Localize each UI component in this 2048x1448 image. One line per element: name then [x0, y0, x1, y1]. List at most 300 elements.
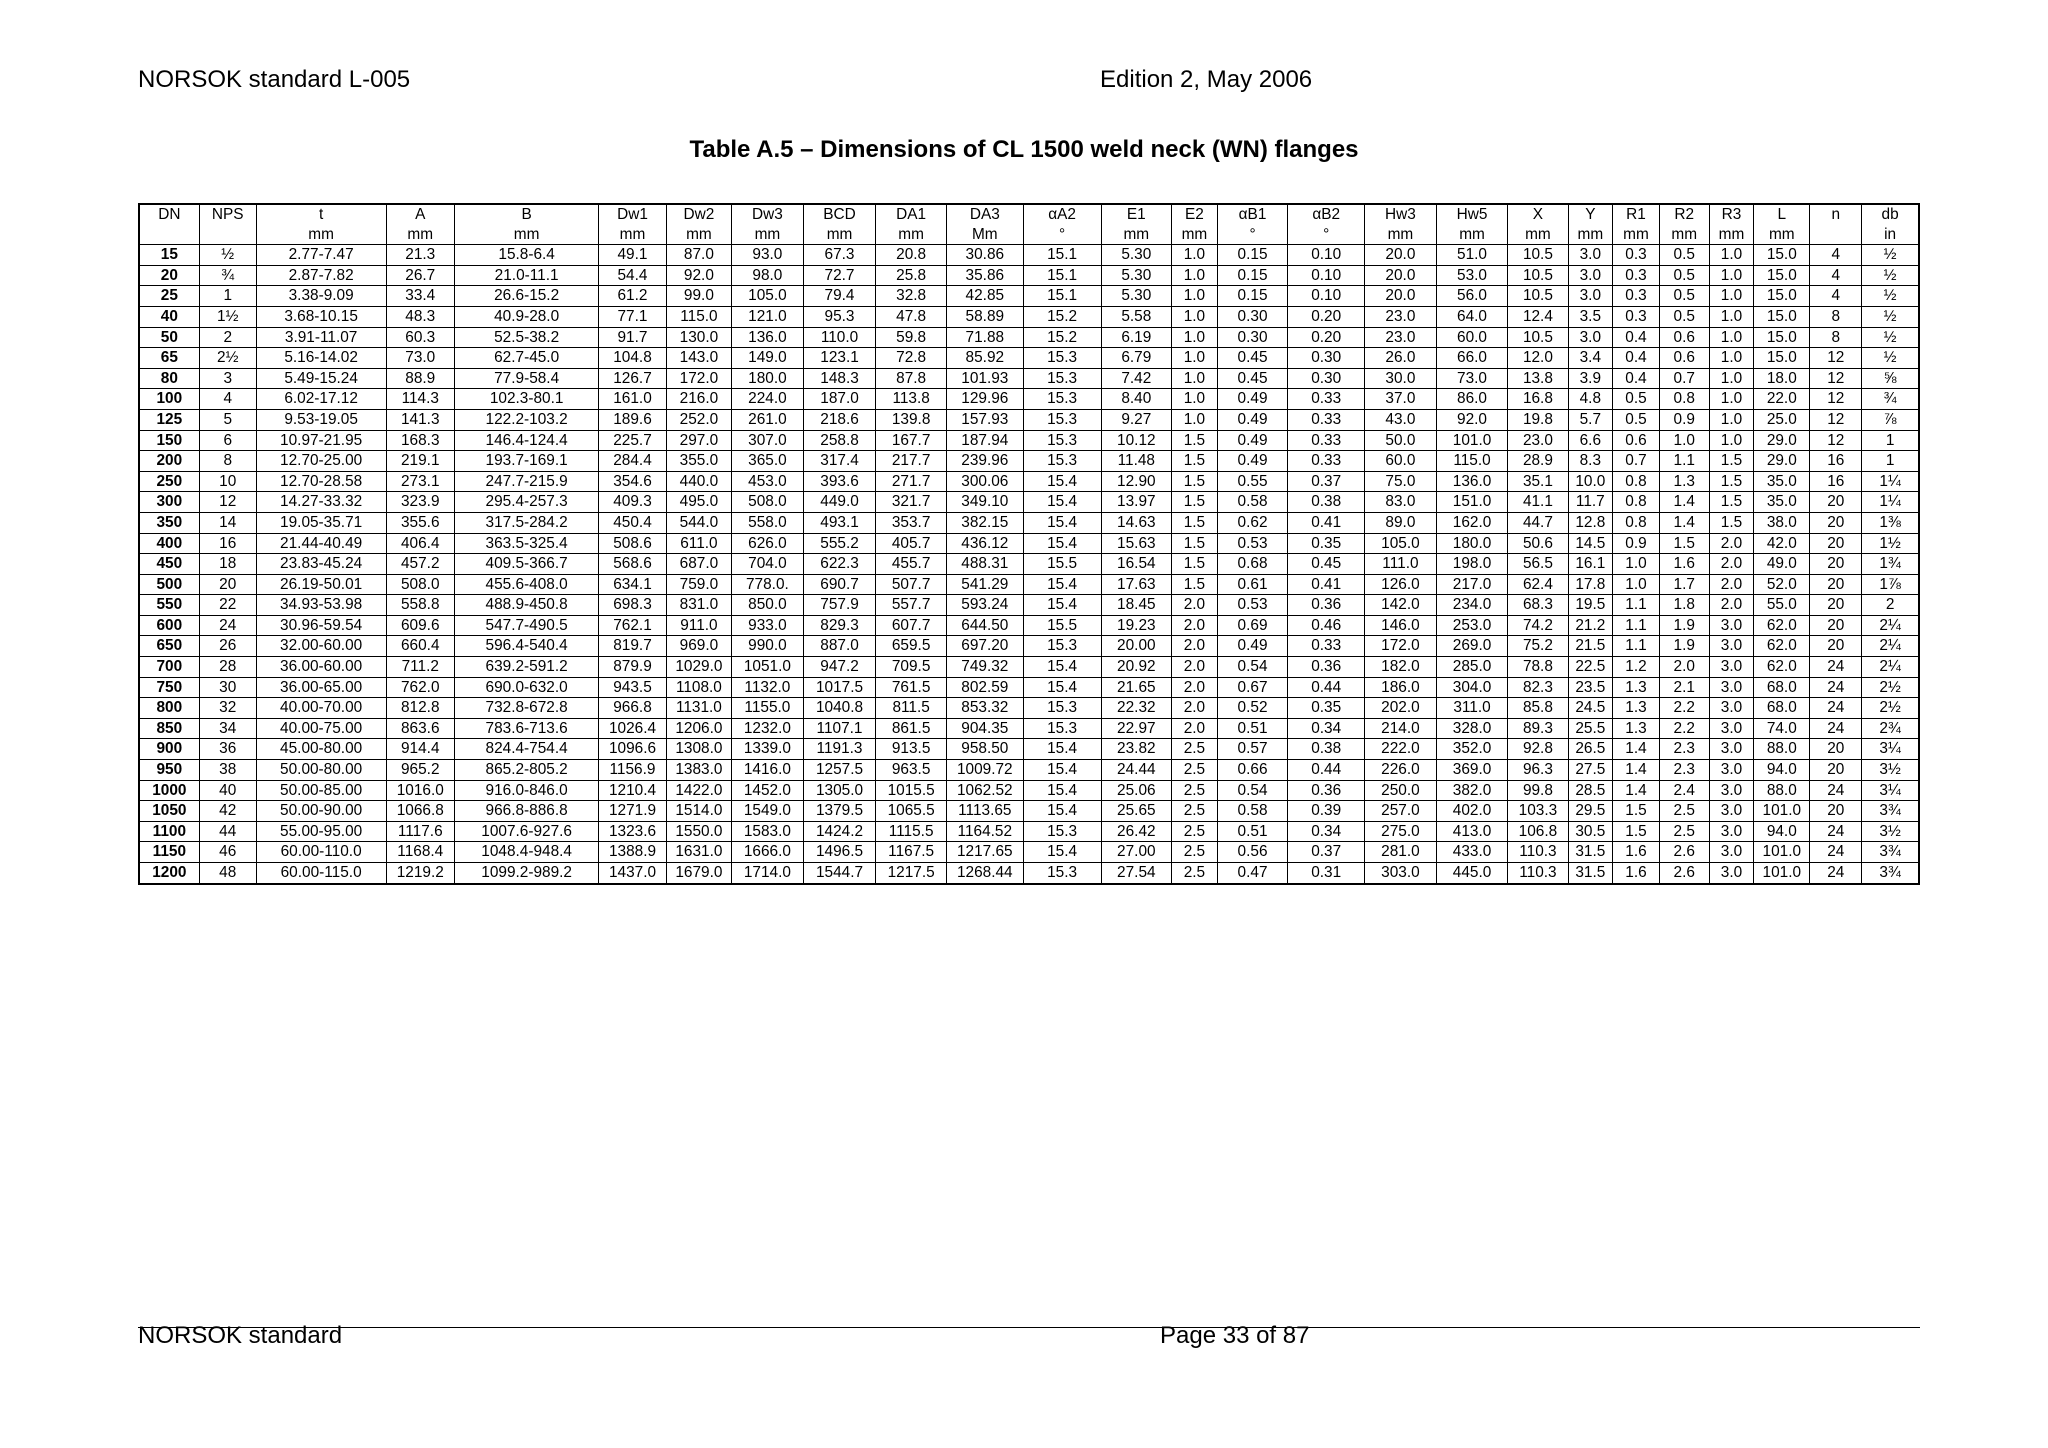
table-cell: 382.15 [946, 512, 1023, 533]
table-cell: 19.23 [1101, 615, 1172, 636]
table-cell: 0.4 [1613, 327, 1660, 348]
table-cell: 0.41 [1288, 512, 1365, 533]
table-cell: 6.79 [1101, 348, 1172, 369]
table-cell: 123.1 [803, 348, 876, 369]
table-cell: 25.06 [1101, 780, 1172, 801]
table-cell: 1.5 [1613, 801, 1660, 822]
table-cell: 1066.8 [386, 801, 455, 822]
table-cell: 611.0 [666, 533, 731, 554]
table-cell: 21.5 [1568, 636, 1613, 657]
table-cell: 5.30 [1101, 245, 1172, 266]
table-cell: 0.8 [1613, 471, 1660, 492]
dn-cell: 450 [139, 554, 199, 575]
table-cell: 0.9 [1613, 533, 1660, 554]
table-cell: 1.0 [1172, 327, 1218, 348]
table-cell: 2.5 [1172, 780, 1218, 801]
table-cell: 1.6 [1613, 863, 1660, 884]
table-cell: 8 [1810, 327, 1862, 348]
table-cell: 72.7 [803, 265, 876, 286]
table-cell: 0.30 [1217, 327, 1288, 348]
table-cell: 488.31 [946, 554, 1023, 575]
table-cell: 15.5 [1023, 615, 1101, 636]
unit-row [139, 225, 1919, 245]
table-cell: 507.7 [876, 574, 947, 595]
table-cell: 15.1 [1023, 245, 1101, 266]
table-cell: 508.0 [732, 492, 804, 513]
table-cell: 0.5 [1613, 389, 1660, 410]
table-cell: ½ [1862, 327, 1919, 348]
table-cell: 0.66 [1217, 760, 1288, 781]
unit-cell: mm [1709, 225, 1754, 245]
table-cell: 440.0 [666, 471, 731, 492]
table-cell: 3¾ [1862, 801, 1919, 822]
table-cell: 1156.9 [599, 760, 666, 781]
table-cell: 15.3 [1023, 348, 1101, 369]
table-cell: 15.3 [1023, 636, 1101, 657]
table-cell: 445.0 [1436, 863, 1508, 884]
table-cell: 20.0 [1365, 265, 1437, 286]
table-cell: 8 [199, 451, 256, 472]
table-cell: 10.5 [1508, 265, 1568, 286]
table-cell: 60.00-115.0 [256, 863, 386, 884]
table-cell: 20 [1810, 801, 1862, 822]
table-cell: 26.5 [1568, 739, 1613, 760]
table-cell: 15.2 [1023, 306, 1101, 327]
table-cell: 965.2 [386, 760, 455, 781]
table-cell: 15.4 [1023, 677, 1101, 698]
table-cell: 42 [199, 801, 256, 822]
table-cell: 1257.5 [803, 760, 876, 781]
table-cell: 819.7 [599, 636, 666, 657]
table-cell: 11.7 [1568, 492, 1613, 513]
table-cell: 966.8-886.8 [455, 801, 599, 822]
table-cell: 1¾ [1862, 554, 1919, 575]
table-cell: 20.92 [1101, 657, 1172, 678]
table-cell: 12.70-25.00 [256, 451, 386, 472]
table-cell: 2.0 [1172, 677, 1218, 698]
table-cell: 990.0 [732, 636, 804, 657]
table-cell: 0.58 [1217, 492, 1288, 513]
table-cell: 5.16-14.02 [256, 348, 386, 369]
table-cell: 0.5 [1613, 409, 1660, 430]
table-cell: 48 [199, 863, 256, 884]
table-cell: 32.00-60.00 [256, 636, 386, 657]
table-cell: 18.0 [1754, 368, 1810, 389]
dn-cell: 1100 [139, 821, 199, 842]
table-cell: 488.9-450.8 [455, 595, 599, 616]
table-cell: 3.0 [1709, 677, 1754, 698]
table-cell: 0.8 [1613, 512, 1660, 533]
table-cell: 1155.0 [732, 698, 804, 719]
table-cell: 0.10 [1288, 265, 1365, 286]
table-cell: 644.50 [946, 615, 1023, 636]
table-cell: 234.0 [1436, 595, 1508, 616]
table-cell: 300.06 [946, 471, 1023, 492]
table-cell: 162.0 [1436, 512, 1508, 533]
table-cell: 47.8 [876, 306, 947, 327]
table-cell: 29.0 [1754, 430, 1810, 451]
table-cell: 3½ [1862, 760, 1919, 781]
table-cell: 15.3 [1023, 863, 1101, 884]
table-cell: 104.8 [599, 348, 666, 369]
header-standard-name: NORSOK standard L-005 [138, 66, 411, 93]
table-cell: 30 [199, 677, 256, 698]
table-cell: 269.0 [1436, 636, 1508, 657]
table-cell: 406.4 [386, 533, 455, 554]
table-cell: 3.0 [1568, 286, 1613, 307]
table-cell: 0.49 [1217, 409, 1288, 430]
table-cell: 0.38 [1288, 739, 1365, 760]
column-header: NPS [199, 204, 256, 225]
column-header: E1 [1101, 204, 1172, 225]
table-cell: 0.7 [1613, 451, 1660, 472]
table-cell: 12 [1810, 409, 1862, 430]
table-cell: 1388.9 [599, 842, 666, 863]
table-cell: 933.0 [732, 615, 804, 636]
unit-cell [139, 225, 199, 245]
table-cell: 2.6 [1659, 842, 1709, 863]
footer-page-number: Page 33 of 87 [1160, 1322, 1310, 1349]
table-cell: 224.0 [732, 389, 804, 410]
column-header: BCD [803, 204, 876, 225]
table-cell: 193.7-169.1 [455, 451, 599, 472]
dn-cell: 400 [139, 533, 199, 554]
table-cell: 99.8 [1508, 780, 1568, 801]
table-cell: 0.53 [1217, 595, 1288, 616]
table-cell: 1016.0 [386, 780, 455, 801]
table-cell: 88.9 [386, 368, 455, 389]
table-cell: 1 [199, 286, 256, 307]
table-cell: 15.4 [1023, 801, 1101, 822]
table-cell: 0.38 [1288, 492, 1365, 513]
table-cell: 15.4 [1023, 657, 1101, 678]
table-cell: 8 [1810, 306, 1862, 327]
table-cell: 103.3 [1508, 801, 1568, 822]
table-cell: 382.0 [1436, 780, 1508, 801]
table-cell: 1.4 [1613, 739, 1660, 760]
table-cell: 1631.0 [666, 842, 731, 863]
table-cell: 101.0 [1754, 842, 1810, 863]
table-cell: 1 [1862, 451, 1919, 472]
table-cell: 20 [1810, 554, 1862, 575]
table-cell: 49.0 [1754, 554, 1810, 575]
table-cell: 3.0 [1709, 801, 1754, 822]
table-cell: 55.0 [1754, 595, 1810, 616]
table-cell: 0.4 [1613, 368, 1660, 389]
table-cell: 1 [1862, 430, 1919, 451]
table-cell: 1.0 [1709, 245, 1754, 266]
table-cell: 26.7 [386, 265, 455, 286]
column-header: Dw1 [599, 204, 666, 225]
table-cell: 136.0 [1436, 471, 1508, 492]
table-cell: 9.53-19.05 [256, 409, 386, 430]
table-cell: 0.36 [1288, 595, 1365, 616]
table-cell: 1.5 [1172, 574, 1218, 595]
table-cell: 225.7 [599, 430, 666, 451]
table-cell: 317.5-284.2 [455, 512, 599, 533]
table-cell: 21.2 [1568, 615, 1613, 636]
table-cell: 284.4 [599, 451, 666, 472]
table-cell: 257.0 [1365, 801, 1437, 822]
table-cell: 105.0 [732, 286, 804, 307]
table-row [139, 348, 1919, 369]
table-cell: 15.0 [1754, 286, 1810, 307]
table-cell: 0.33 [1288, 389, 1365, 410]
table-cell: 0.9 [1659, 409, 1709, 430]
table-cell: 6.19 [1101, 327, 1172, 348]
table-cell: 141.3 [386, 409, 455, 430]
table-cell: 15.3 [1023, 451, 1101, 472]
table-cell: 3.0 [1709, 780, 1754, 801]
table-cell: 544.0 [666, 512, 731, 533]
table-cell: 829.3 [803, 615, 876, 636]
table-cell: 1.5 [1709, 471, 1754, 492]
table-cell: 1.5 [1172, 554, 1218, 575]
table-cell: 1.9 [1659, 615, 1709, 636]
table-cell: 0.5 [1659, 265, 1709, 286]
dn-cell: 900 [139, 739, 199, 760]
table-cell: 1107.1 [803, 718, 876, 739]
table-cell: 455.7 [876, 554, 947, 575]
table-cell: 167.7 [876, 430, 947, 451]
table-cell: 92.0 [1436, 409, 1508, 430]
column-header: A [386, 204, 455, 225]
table-cell: 182.0 [1365, 657, 1437, 678]
table-cell: 8.3 [1568, 451, 1613, 472]
table-cell: 1.0 [1172, 306, 1218, 327]
table-cell: 60.3 [386, 327, 455, 348]
table-cell: 2.0 [1659, 657, 1709, 678]
table-cell: 0.6 [1613, 430, 1660, 451]
table-cell: 8.40 [1101, 389, 1172, 410]
table-cell: 34 [199, 718, 256, 739]
table-cell: 22.32 [1101, 698, 1172, 719]
table-cell: 16 [1810, 471, 1862, 492]
table-cell: 15.3 [1023, 389, 1101, 410]
table-cell: 180.0 [1436, 533, 1508, 554]
table-cell: 0.45 [1217, 368, 1288, 389]
table-cell: 1714.0 [732, 863, 804, 884]
table-cell: 56.0 [1436, 286, 1508, 307]
table-cell: 3.0 [1709, 863, 1754, 884]
dn-cell: 40 [139, 306, 199, 327]
table-cell: 15.4 [1023, 492, 1101, 513]
table-cell: 60.00-110.0 [256, 842, 386, 863]
dn-cell: 150 [139, 430, 199, 451]
table-cell: 697.20 [946, 636, 1023, 657]
table-cell: 711.2 [386, 657, 455, 678]
table-cell: 2¼ [1862, 636, 1919, 657]
table-cell: 1.5 [1172, 451, 1218, 472]
table-cell: 1.0 [1172, 348, 1218, 369]
table-cell: 12 [1810, 368, 1862, 389]
dn-cell: 700 [139, 657, 199, 678]
table-cell: 1550.0 [666, 821, 731, 842]
table-cell: 352.0 [1436, 739, 1508, 760]
table-cell: 887.0 [803, 636, 876, 657]
table-cell: 28 [199, 657, 256, 678]
table-cell: 1.0 [1172, 265, 1218, 286]
table-cell: 558.8 [386, 595, 455, 616]
table-cell: 1.0 [1709, 306, 1754, 327]
table-cell: 73.0 [1436, 368, 1508, 389]
table-cell: 10 [199, 471, 256, 492]
table-cell: 966.8 [599, 698, 666, 719]
table-cell: 1422.0 [666, 780, 731, 801]
table-cell: 557.7 [876, 595, 947, 616]
table-cell: 31.5 [1568, 863, 1613, 884]
table-cell: 3.0 [1568, 327, 1613, 348]
table-cell: 12.70-28.58 [256, 471, 386, 492]
table-cell: 1323.6 [599, 821, 666, 842]
table-cell: 50.6 [1508, 533, 1568, 554]
unit-cell: mm [876, 225, 947, 245]
table-cell: 1.0 [1709, 265, 1754, 286]
table-cell: 0.34 [1288, 821, 1365, 842]
unit-cell: mm [1172, 225, 1218, 245]
table-cell: 62.0 [1754, 657, 1810, 678]
table-cell: 963.5 [876, 760, 947, 781]
table-cell: 101.0 [1754, 863, 1810, 884]
table-cell: 91.7 [599, 327, 666, 348]
table-cell: 15.4 [1023, 842, 1101, 863]
table-cell: 16.1 [1568, 554, 1613, 575]
header-edition: Edition 2, May 2006 [1100, 66, 1313, 93]
table-cell: 2¾ [1862, 718, 1919, 739]
table-cell: 35.86 [946, 265, 1023, 286]
table-cell: 101.0 [1754, 801, 1810, 822]
table-cell: 778.0. [732, 574, 804, 595]
table-cell: 15.4 [1023, 739, 1101, 760]
table-cell: 508.6 [599, 533, 666, 554]
dn-cell: 750 [139, 677, 199, 698]
table-cell: 1549.0 [732, 801, 804, 822]
table-cell: 1096.6 [599, 739, 666, 760]
table-cell: 1.5 [1172, 512, 1218, 533]
table-cell: 1437.0 [599, 863, 666, 884]
table-cell: 93.0 [732, 245, 804, 266]
table-cell: 20 [1810, 615, 1862, 636]
table-cell: 24 [1810, 718, 1862, 739]
table-cell: 28.9 [1508, 451, 1568, 472]
dn-cell: 1150 [139, 842, 199, 863]
table-cell: 2¼ [1862, 615, 1919, 636]
table-cell: 558.0 [732, 512, 804, 533]
table-cell: 31.5 [1568, 842, 1613, 863]
table-cell: 0.20 [1288, 327, 1365, 348]
table-cell: 15.3 [1023, 821, 1101, 842]
table-cell: 349.10 [946, 492, 1023, 513]
table-cell: 547.7-490.5 [455, 615, 599, 636]
table-cell: 2.77-7.47 [256, 245, 386, 266]
column-header: DA1 [876, 204, 947, 225]
table-cell: ½ [1862, 286, 1919, 307]
table-cell: 35.1 [1508, 471, 1568, 492]
table-cell: 626.0 [732, 533, 804, 554]
table-cell: 555.2 [803, 533, 876, 554]
table-cell: 1.0 [1172, 409, 1218, 430]
table-cell: 50.00-90.00 [256, 801, 386, 822]
table-cell: 0.49 [1217, 636, 1288, 657]
table-cell: 77.1 [599, 306, 666, 327]
table-cell: 13.97 [1101, 492, 1172, 513]
table-cell: 2.5 [1172, 760, 1218, 781]
table-cell: 850.0 [732, 595, 804, 616]
table-cell: 1514.0 [666, 801, 731, 822]
table-cell: 15.0 [1754, 245, 1810, 266]
table-cell: 68.0 [1754, 677, 1810, 698]
table-cell: 824.4-754.4 [455, 739, 599, 760]
table-cell: 947.2 [803, 657, 876, 678]
table-cell: 23.82 [1101, 739, 1172, 760]
table-cell: 0.3 [1613, 306, 1660, 327]
table-cell: 0.39 [1288, 801, 1365, 822]
table-cell: 50.00-80.00 [256, 760, 386, 781]
table-cell: 23.0 [1365, 327, 1437, 348]
table-cell: 0.33 [1288, 451, 1365, 472]
table-cell: 1009.72 [946, 760, 1023, 781]
table-cell: 2.5 [1172, 739, 1218, 760]
table-cell: 222.0 [1365, 739, 1437, 760]
table-cell: 1.5 [1172, 471, 1218, 492]
table-cell: 216.0 [666, 389, 731, 410]
table-row [139, 327, 1919, 348]
table-cell: 20 [1810, 512, 1862, 533]
table-cell: 660.4 [386, 636, 455, 657]
table-cell: 457.2 [386, 554, 455, 575]
table-cell: 0.37 [1288, 842, 1365, 863]
table-cell: 2.0 [1172, 718, 1218, 739]
table-cell: 450.4 [599, 512, 666, 533]
table-cell: 71.88 [946, 327, 1023, 348]
table-cell: 3 [199, 368, 256, 389]
table-cell: 0.47 [1217, 863, 1288, 884]
table-cell: 21.44-40.49 [256, 533, 386, 554]
table-cell: 1544.7 [803, 863, 876, 884]
table-cell: 49.1 [599, 245, 666, 266]
table-row [139, 265, 1919, 286]
table-cell: 16.54 [1101, 554, 1172, 575]
table-cell: 1.6 [1613, 842, 1660, 863]
table-cell: 74.2 [1508, 615, 1568, 636]
table-cell: 321.7 [876, 492, 947, 513]
table-cell: 2.2 [1659, 718, 1709, 739]
table-cell: 2.1 [1659, 677, 1709, 698]
table-cell: 32.8 [876, 286, 947, 307]
table-cell: 22.97 [1101, 718, 1172, 739]
table-cell: 189.6 [599, 409, 666, 430]
table-cell: 143.0 [666, 348, 731, 369]
table-cell: 493.1 [803, 512, 876, 533]
table-cell: 9.27 [1101, 409, 1172, 430]
table-cell: 110.0 [803, 327, 876, 348]
column-header: DN [139, 204, 199, 225]
table-cell: 226.0 [1365, 760, 1437, 781]
table-cell: 161.0 [599, 389, 666, 410]
table-cell: 10.12 [1101, 430, 1172, 451]
table-cell: 22 [199, 595, 256, 616]
unit-cell: mm [1365, 225, 1437, 245]
table-cell: 1.5 [1172, 533, 1218, 554]
table-cell: 0.37 [1288, 471, 1365, 492]
table-cell: 5.30 [1101, 265, 1172, 286]
table-cell: 38 [199, 760, 256, 781]
table-cell: 2.0 [1172, 595, 1218, 616]
table-cell: 1424.2 [803, 821, 876, 842]
table-cell: 40.00-70.00 [256, 698, 386, 719]
table-cell: 1339.0 [732, 739, 804, 760]
table-cell: 1.5 [1613, 821, 1660, 842]
